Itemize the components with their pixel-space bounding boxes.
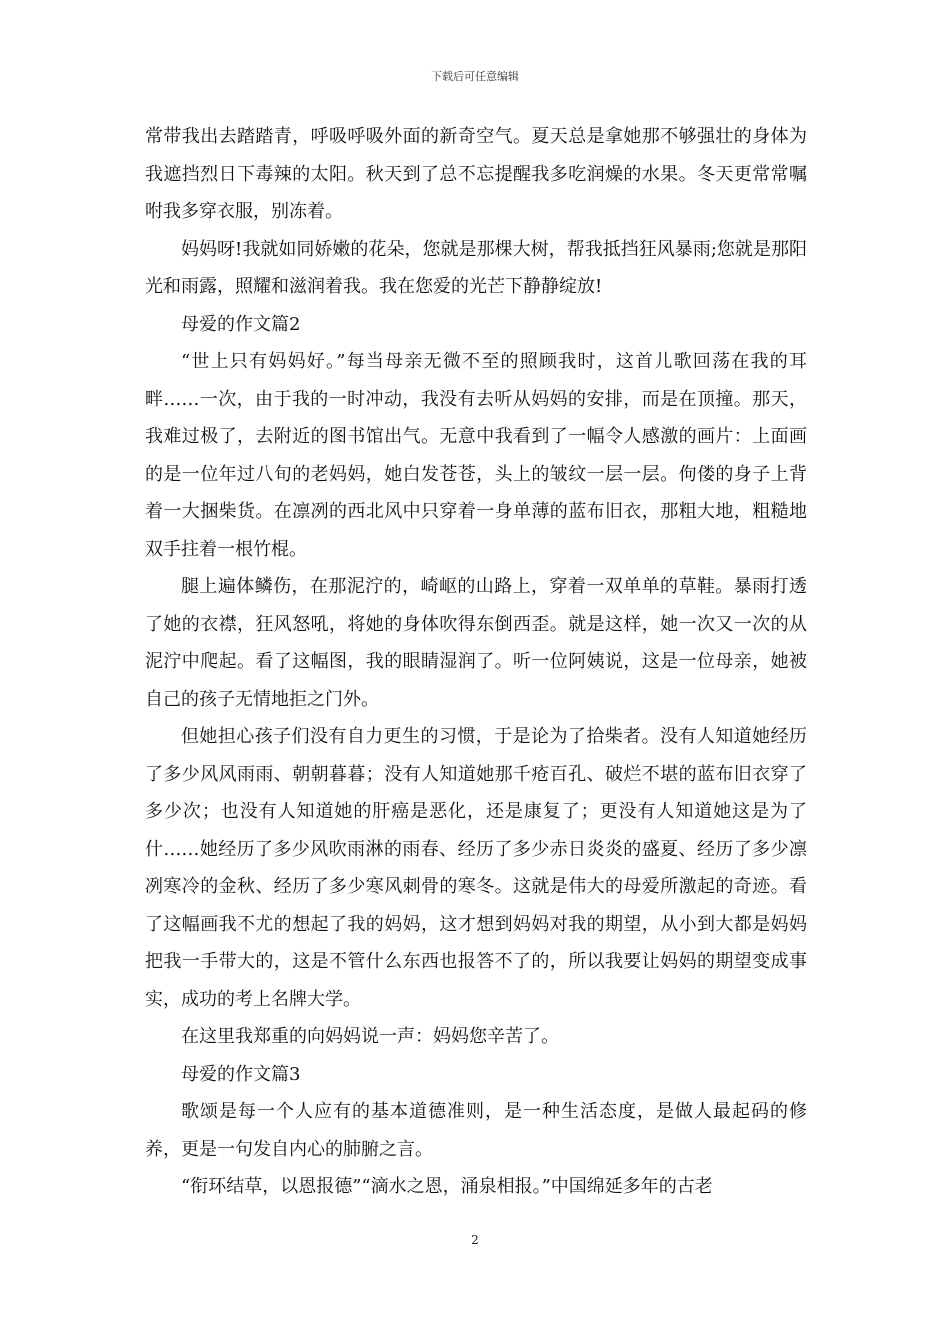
paragraph: 在这里我郑重的向妈妈说一声：妈妈您辛苦了。	[181, 1026, 559, 1047]
page-number: 2	[471, 1233, 479, 1247]
paragraph: “世上只有妈妈好。”每当母亲无微不至的照顾我时，这首儿歌回荡在我的耳畔……一次，由于我的一时冲动，我没有去听从妈妈的安排，而是在顶撞。那天，我难过极了，去附近的图书馆出气。无意中我看到了一幅令人感激的画片：上面画的是一位年过八旬的老妈妈，她白发苍苍，头上的皱纹一层一层。佝偻的身子上背着一大捆柴货。在凛冽的西北风中只穿着一身单薄的蓝布旧衣，那粗大地，粗糙地双手拄着一根竹棍。	[145, 351, 807, 560]
paragraph: 腿上遍体鳞伤，在那泥泞的，崎岖的山路上，穿着一双单单的草鞋。暴雨打透了她的衣襟，狂风怒吼，将她的身体吹得东倒西歪。就是这样，她一次又一次的从泥泞中爬起。看了这幅图，我的眼睛湿润了。听一位阿姨说，这是一位母亲，她被自己的孩子无情地拒之门外。	[145, 576, 807, 710]
document-body	[145, 118, 807, 1206]
paragraph-continuation: 常带我出去踏踏青，呼吸呼吸外面的新奇空气。夏天总是拿她那不够强壮的身体为我遮挡烈日下毒辣的太阳。秋天到了总不忘提醒我多吃润燥的水果。冬天更常常嘱咐我多穿衣服，别冻着。	[145, 126, 807, 222]
page-header: 下载后可任意编辑	[431, 70, 519, 83]
paragraph: “衔环结草，以恩报德”“滴水之恩，涌泉相报。”中国绵延多年的古老	[181, 1176, 713, 1197]
paragraph: 妈妈呀!我就如同娇嫩的花朵，您就是那棵大树，帮我抵挡狂风暴雨;您就是那阳光和雨露，照耀和滋润着我。我在您爱的光芒下静静绽放!	[145, 238, 807, 297]
paragraph: 歌颂是每一个人应有的基本道德准则，是一种生活态度，是做人最起码的修养，更是一句发自内心的肺腑之言。	[145, 1101, 807, 1160]
section-heading-2: 母爱的作文篇2	[181, 313, 301, 335]
paragraph: 但她担心孩子们没有自力更生的习惯，于是论为了拾柴者。没有人知道她经历了多少风风雨雨、朝朝暮暮；没有人知道她那千疮百孔、破烂不堪的蓝布旧衣穿了多少次；也没有人知道她的肝癌是恶化，还是康复了；更没有人知道她这是为了什……她经历了多少风吹雨淋的雨春、经历了多少赤日炎炎的盛夏、经历了多少凛冽寒冷的金秋、经历了多少寒风刺骨的寒冬。这就是伟大的母爱所激起的奇迹。看了这幅画我不尤的想起了我的妈妈，这才想到妈妈对我的期望，从小到大都是妈妈把我一手带大的，这是不管什么东西也报答不了的，所以我要让妈妈的期望变成事实，成功的考上名牌大学。	[145, 726, 807, 1010]
section-heading-3: 母爱的作文篇3	[181, 1063, 301, 1085]
